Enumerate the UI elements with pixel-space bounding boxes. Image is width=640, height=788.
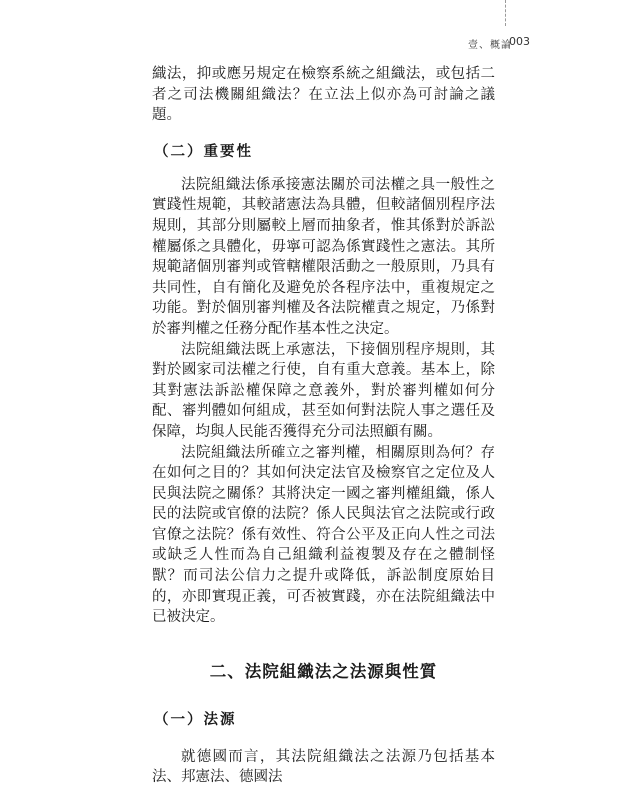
subheading-sources: （一）法源	[154, 711, 237, 728]
paragraph-sources: 就德國而言，其法院組織法之法源乃包括基本法、邦憲法、德國法	[152, 748, 495, 786]
page-number: 003	[509, 35, 530, 48]
paragraph-importance-3: 法院組織法所確立之審判權，相關原則為何？存在如何之目的？其如何決定法官及檢察官之定位及人民與法院之關係？其將決定一國之審判權組織，係人民的法院或官僚的法院？係人民與法官之法院或行政官僚之法院？係有效性、符合公平及正向人性之司法或缺乏人性而為自己組織利益複製及存在之體制怪獸？而司法公信力之提升或降低，訴訟制度原始目的，亦即實現正義，可否被實踐，亦在法院組織法中已被決定。	[152, 444, 495, 626]
subheading-importance: （二）重要性	[154, 143, 253, 160]
page-edge-dashed-line	[505, 0, 506, 26]
paragraph-intro: 織法，抑或應另規定在檢察系統之組織法，或包括二者之司法機關組織法？在立法上似亦為可討論之議題。	[152, 66, 495, 124]
paragraph-importance-1: 法院組織法係承接憲法關於司法權之具一般性之實踐性規範，其較諸憲法為具體，但較諸個別程序法規則，其部分則屬較上層而抽象者，惟其係對於訴訟權屬係之具體化，毋寧可認為係實踐性之憲法。其所規範諸個別審判或管轄權限活動之一般原則，乃具有共同性，自有簡化及避免於各程序法中，重複規定之功能。對於個別審判權及各法院權責之規定，乃係對於審判權之任務分配作基本性之決定。	[152, 176, 495, 337]
running-head: 壹、概論	[468, 40, 512, 51]
page-body	[152, 64, 495, 788]
paragraph-importance-2: 法院組織法既上承憲法，下接個別程序規則，其對於國家司法權之行使，自有重大意義。基本上，除其對憲法訴訟權保障之意義外，對於審判權如何分配、審判體如何組成，甚至如何對法院人事之選任及保障，均與人民能否獲得充分司法照顧有關。	[152, 341, 495, 440]
section-heading: 二、法院組織法之法源與性質	[209, 661, 438, 681]
